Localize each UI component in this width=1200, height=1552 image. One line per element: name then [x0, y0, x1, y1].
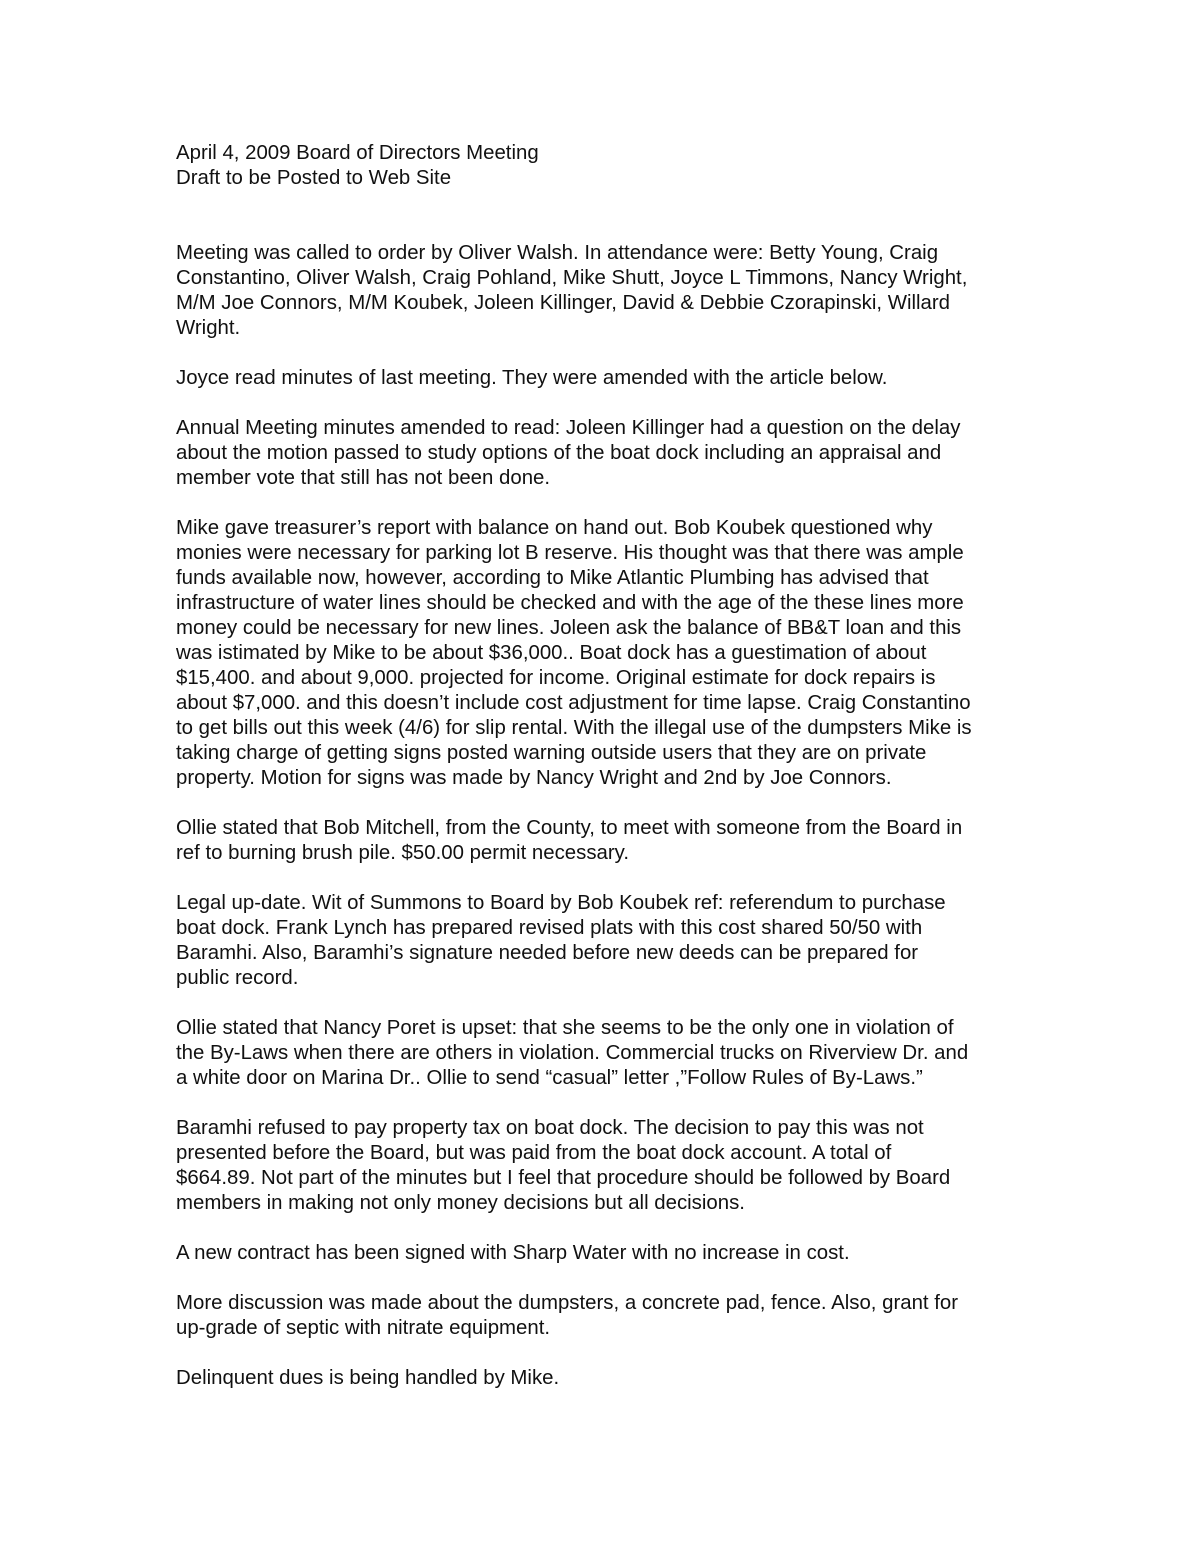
- document-title: April 4, 2009 Board of Directors Meeting: [176, 142, 539, 164]
- minutes-paragraph: [176, 516, 1036, 791]
- paragraph-line: up-grade of septic with nitrate equipment.: [176, 1317, 551, 1339]
- paragraph-line: Baramhi. Also, Baramhi’s signature needed before new deeds can be prepared for: [176, 942, 919, 964]
- paragraph-line: Legal up-date. Wit of Summons to Board by Bob Koubek ref: referendum to purchase: [176, 892, 946, 914]
- minutes-paragraph: [176, 366, 1036, 391]
- paragraph-line: ref to burning brush pile. $50.00 permit necessary.: [176, 842, 629, 864]
- minutes-paragraph: [176, 1366, 1036, 1391]
- document-header: [176, 141, 1036, 191]
- paragraph-line: $664.89. Not part of the minutes but I feel that procedure should be followed by Board: [176, 1167, 951, 1189]
- paragraph-line: Mike gave treasurer’s report with balance on hand out. Bob Koubek questioned why: [176, 517, 933, 539]
- paragraph-line: Constantino, Oliver Walsh, Craig Pohland, Mike Shutt, Joyce L Timmons, Nancy Wright,: [176, 267, 968, 289]
- paragraph-line: property. Motion for signs was made by Nancy Wright and 2nd by Joe Connors.: [176, 767, 892, 789]
- paragraph-line: the By-Laws when there are others in violation. Commercial trucks on Riverview Dr. and: [176, 1042, 969, 1064]
- paragraph-line: to get bills out this week (4/6) for slip rental. With the illegal use of the dumpsters Mike is: [176, 717, 972, 739]
- minutes-paragraph: [176, 241, 1036, 341]
- paragraph-line: money could be necessary for new lines. Joleen ask the balance of BB&T loan and this: [176, 617, 962, 639]
- paragraph-line: funds available now, however, according to Mike Atlantic Plumbing has advised that: [176, 567, 929, 589]
- minutes-paragraph: [176, 816, 1036, 866]
- document-subtitle: Draft to be Posted to Web Site: [176, 167, 452, 189]
- paragraph-line: Joyce read minutes of last meeting. They were amended with the article below.: [176, 367, 888, 389]
- minutes-paragraph: [176, 416, 1036, 491]
- minutes-paragraph: [176, 1116, 1036, 1216]
- paragraph-line: member vote that still has not been done.: [176, 467, 551, 489]
- paragraph-line: monies were necessary for parking lot B reserve. His thought was that there was ample: [176, 542, 964, 564]
- paragraph-line: Wright.: [176, 317, 241, 339]
- paragraph-line: More discussion was made about the dumpsters, a concrete pad, fence. Also, grant for: [176, 1292, 959, 1314]
- paragraph-line: Meeting was called to order by Oliver Walsh. In attendance were: Betty Young, Craig: [176, 242, 939, 264]
- paragraph-line: was istimated by Mike to be about $36,000.. Boat dock has a guestimation of about: [176, 642, 927, 664]
- paragraph-line: $15,400. and about 9,000. projected for income. Original estimate for dock repairs is: [176, 667, 936, 689]
- paragraph-line: A new contract has been signed with Sharp Water with no increase in cost.: [176, 1242, 850, 1264]
- paragraph-line: a white door on Marina Dr.. Ollie to send “casual” letter ,”Follow Rules of By-Laws.”: [176, 1067, 923, 1089]
- paragraph-line: boat dock. Frank Lynch has prepared revised plats with this cost shared 50/50 with: [176, 917, 923, 939]
- paragraph-line: about the motion passed to study options of the boat dock including an appraisal and: [176, 442, 942, 464]
- minutes-paragraph: [176, 1241, 1036, 1266]
- minutes-paragraph: [176, 1291, 1036, 1341]
- paragraph-line: Ollie stated that Nancy Poret is upset: that she seems to be the only one in violation of: [176, 1017, 954, 1039]
- paragraph-line: members in making not only money decisions but all decisions.: [176, 1192, 745, 1214]
- minutes-paragraph: [176, 891, 1036, 991]
- paragraph-line: infrastructure of water lines should be checked and with the age of the these lines more: [176, 592, 964, 614]
- paragraph-line: taking charge of getting signs posted warning outside users that they are on private: [176, 742, 927, 764]
- paragraph-line: presented before the Board, but was paid from the boat dock account. A total of: [176, 1142, 892, 1164]
- document-body: [176, 141, 1036, 1416]
- minutes-paragraphs: [176, 241, 1036, 1391]
- paragraph-line: M/M Joe Connors, M/M Koubek, Joleen Killinger, David & Debbie Czorapinski, Willard: [176, 292, 951, 314]
- minutes-paragraph: [176, 1016, 1036, 1091]
- paragraph-line: Baramhi refused to pay property tax on boat dock. The decision to pay this was not: [176, 1117, 924, 1139]
- paragraph-line: Delinquent dues is being handled by Mike.: [176, 1367, 560, 1389]
- paragraph-line: public record.: [176, 967, 299, 989]
- paragraph-line: Annual Meeting minutes amended to read: Joleen Killinger had a question on the delay: [176, 417, 961, 439]
- paragraph-line: about $7,000. and this doesn’t include cost adjustment for time lapse. Craig Constantino: [176, 692, 971, 714]
- paragraph-line: Ollie stated that Bob Mitchell, from the County, to meet with someone from the Board in: [176, 817, 963, 839]
